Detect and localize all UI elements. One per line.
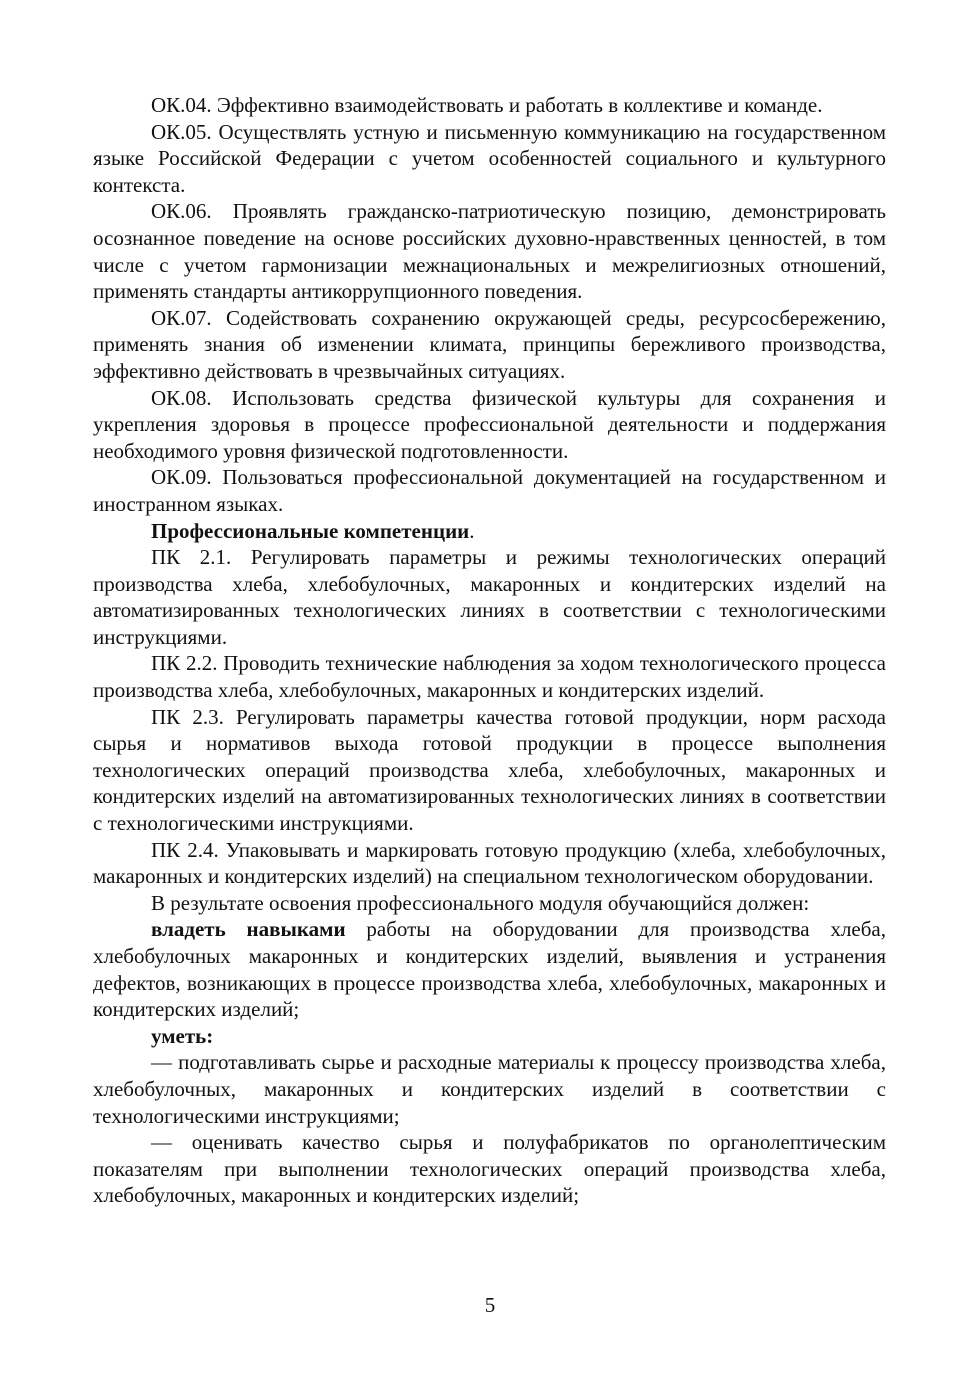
- paragraph-ok-08: ОК.08. Использовать средства физической культуры для сохранения и укрепления здоровья в процессе профессиональной деятельности и поддержания необходимого уровня физической подготовленности.: [93, 385, 886, 463]
- paragraph-pk-2-4: ПК 2.4. Упаковывать и маркировать готовую продукцию (хлеба, хлебобулочных, макаронных и кондитерских изделий) на специальном технологическом оборудовании.: [93, 837, 886, 889]
- list-item-evaluate-quality: — оценивать качество сырья и полуфабрикатов по органолептическим показателям при выполнении технологических операций производства хлеба, хлебобулочных, макаронных и кондитерских изделий;: [93, 1130, 886, 1208]
- paragraph-ok-04: ОК.04. Эффективно взаимодействовать и работать в коллективе и команде.: [151, 93, 823, 117]
- paragraph-ok-09: ОК.09. Пользоваться профессиональной документацией на государственном и иностранном языках.: [93, 465, 886, 516]
- paragraph-pk-2-2: ПК 2.2. Проводить технические наблюдения за ходом технологического процесса производства хлеба, хлебобулочных, макаронных и кондитерских изделий.: [93, 651, 886, 703]
- page-number: 5: [484, 1293, 496, 1317]
- paragraph-pk-2-1: ПК 2.1. Регулировать параметры и режимы технологических операций производства хлеба, хлебобулочных, макаронных и кондитерских изделий на автоматизированных технологических линиях в соответствии с технологическими инструкциями.: [93, 545, 886, 649]
- heading-abilities: [93, 1023, 886, 1050]
- abilities-bold-text: уметь:: [151, 1023, 214, 1048]
- paragraph-ok-05: ОК.05. Осуществлять устную и письменную коммуникацию на государственном языке Российской Федерации с учетом особенностей социального и культурного контекста.: [93, 119, 886, 197]
- paragraph-pk-2-3: ПК 2.3. Регулировать параметры качества готовой продукции, норм расхода сырья и нормативов выхода готовой продукции в процессе выполнения технологических операций производства хлеба, хлебобулочных, макаронных и кондитерских изделий на автоматизированных технологических линиях в соответствии с технологическими инструкциями.: [93, 704, 886, 836]
- paragraph-skills: владеть навыками работы на оборудовании для производства хлеба, хлебобулочных макаронных и кондитерских изделий, выявления и устранения дефектов, возникающих в процессе производства хлеба, хлебобулочных, макаронных и кондитерских изделий;: [93, 917, 886, 1022]
- list-item-prepare-raw-materials: — подготавливать сырье и расходные материалы к процессу производства хлеба, хлебобулочных, макаронных и кондитерских изделий в соответствии с технологическими инструкциями;: [93, 1050, 886, 1128]
- paragraph-ok-06: ОК.06. Проявлять гражданско-патриотическую позицию, демонстрировать осознанное поведение на основе российских духовно-нравственных ценностей, в том числе с учетом гармонизации межнациональных и межрелигиозных отношений, применять стандарты антикоррупционного поведения.: [93, 199, 886, 304]
- paragraph-ok-07: ОК.07. Содействовать сохранению окружающей среды, ресурсосбережению, применять знания об изменении климата, принципы бережливого производства, эффективно действовать в чрезвычайных ситуациях.: [93, 305, 886, 383]
- section-heading-professional-competencies: Профессиональные компетенции.: [151, 518, 475, 543]
- body-text: [93, 92, 886, 1209]
- skills-bold-text: владеть навыками: [151, 917, 346, 942]
- heading-bold-text: Профессиональные компетенции: [151, 518, 470, 543]
- paragraph-module-result: В результате освоения профессионального модуля обучающийся должен:: [151, 890, 810, 915]
